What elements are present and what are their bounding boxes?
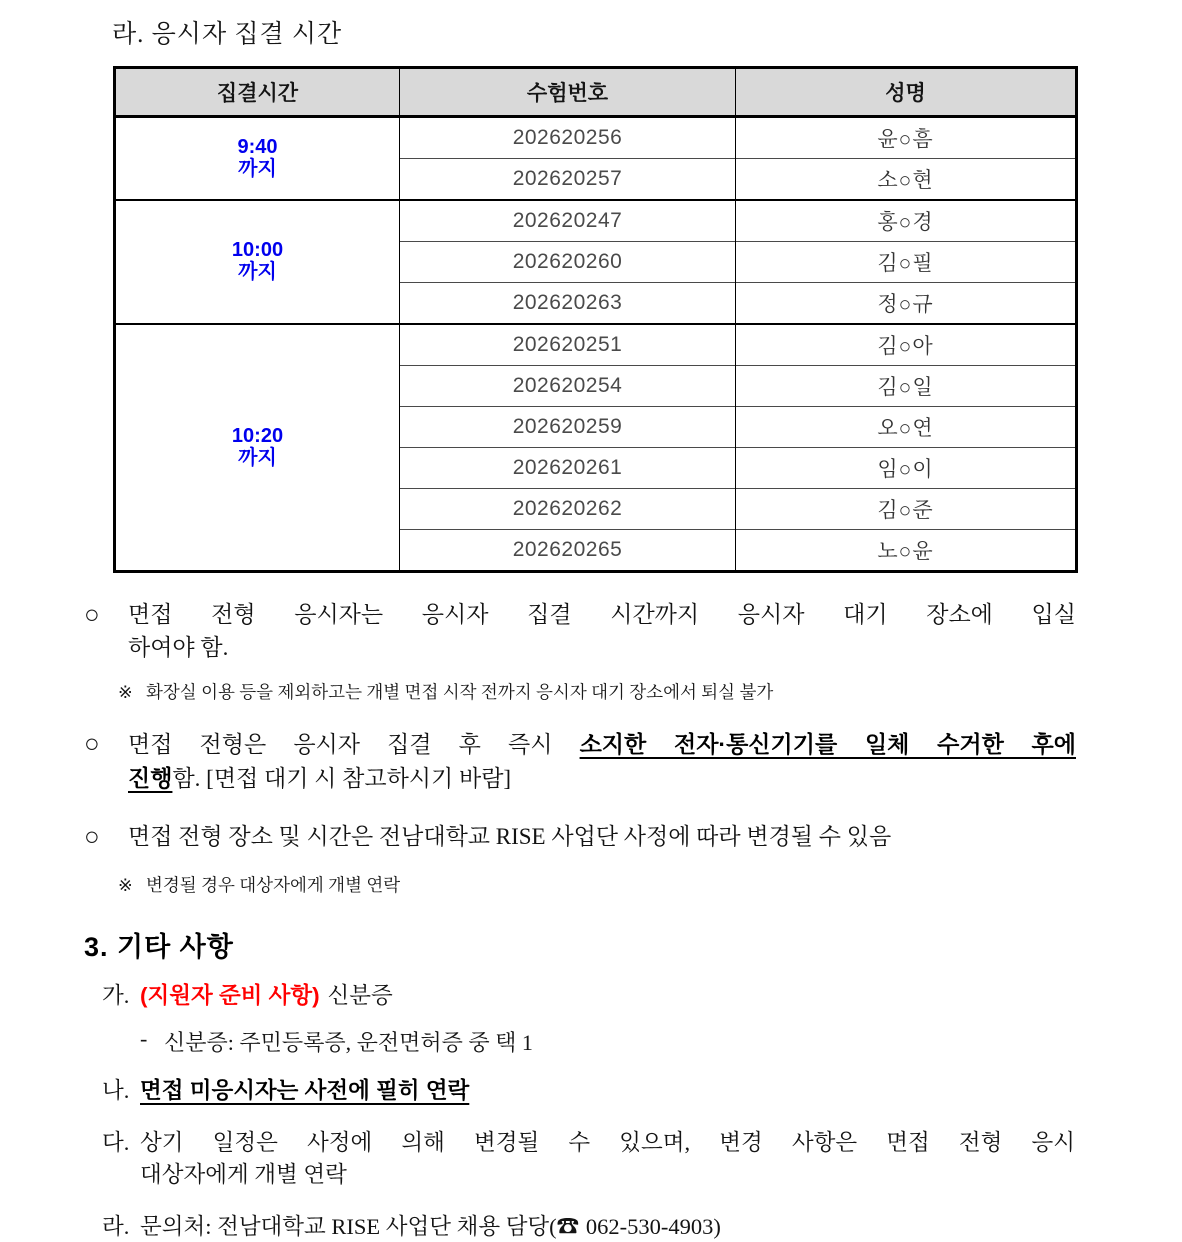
bullet-schedule-change (84, 821, 1076, 854)
reference-mark-icon: ※ (118, 875, 133, 896)
item-ga-red-text: (지원자 준비 사항) (140, 982, 320, 1008)
bullet-entry-requirement (84, 599, 1076, 664)
exam-number: 202620265 (400, 530, 736, 572)
bullet2-pre: 면접 전형은 응시자 집결 후 즉시 (128, 732, 580, 758)
time-value: 9:40 (237, 135, 278, 158)
exam-number: 202620247 (400, 200, 736, 242)
telephone-icon: ☎ (556, 1213, 580, 1239)
applicant-name: 윤○흠 (736, 117, 1077, 159)
bullet3-text: 면접 전형 장소 및 시간은 전남대학교 RISE 사업단 사정에 따라 변경될 수 있음 (128, 824, 892, 850)
time-suffix: 까지 (238, 157, 277, 180)
circle-bullet-icon: ○ (84, 600, 100, 629)
note1-text: 화장실 이용 등을 제외하고는 개별 면접 시작 전까지 응시자 대기 장소에서 퇴실 불가 (146, 682, 774, 703)
column-header-exam-number: 수험번호 (400, 68, 736, 117)
exam-number: 202620263 (400, 283, 736, 325)
time-suffix: 까지 (238, 261, 277, 283)
item-ga-sub-id-options (140, 1026, 1182, 1057)
section-heading-gathering-time: 라. 응시자 집결 시간 (112, 21, 343, 48)
time-value: 10:20 (231, 424, 284, 447)
gathering-time-table (113, 66, 1078, 573)
item-ga-rest: 신분증 (327, 982, 393, 1008)
applicant-name: 임○이 (736, 448, 1077, 489)
time-cell-1000 (115, 200, 400, 324)
applicant-name: 소○현 (736, 159, 1077, 201)
applicant-name: 김○아 (736, 324, 1077, 366)
item-ra-label: 라. (102, 1213, 130, 1239)
item-da-schedule-notice (102, 1127, 1078, 1191)
note-no-exit (118, 681, 1076, 704)
item-na-contact-in-advance (102, 1075, 1078, 1107)
item-na-strong: 면접 미응시자는 사전에 필히 연락 (140, 1077, 470, 1103)
item-da-line2: 대상자에게 개별 연락 (140, 1161, 347, 1187)
table-header-row (115, 68, 1077, 117)
exam-number: 202620254 (400, 366, 736, 407)
time-cell-1020 (115, 324, 400, 572)
exam-number: 202620251 (400, 324, 736, 366)
item-da-label: 다. (102, 1129, 130, 1155)
table-row (115, 324, 1077, 366)
exam-number: 202620260 (400, 242, 736, 283)
table-row (115, 117, 1077, 159)
reference-mark-icon: ※ (118, 682, 133, 703)
exam-number: 202620262 (400, 489, 736, 530)
section3-title: 3. 기타 사항 (84, 931, 234, 962)
contact-phone-number: 062-530-4903) (585, 1213, 721, 1239)
bullet2-line2 (128, 762, 1076, 796)
applicant-name: 김○준 (736, 489, 1077, 530)
document-page (0, 14, 1182, 1239)
column-header-gathering-time: 집결시간 (115, 68, 400, 117)
time-suffix: 까지 (238, 446, 277, 469)
item-ga-label: 가. (102, 982, 130, 1008)
bullet2-strong1: 소지한 전자·통신기기를 일체 수거한 후에 (579, 731, 1076, 758)
item-ra-contact-info (102, 1211, 1078, 1242)
applicant-name: 노○윤 (736, 530, 1077, 572)
time-cell-940 (115, 117, 400, 201)
bullet1-line1: 면접 전형 응시자는 응시자 집결 시간까지 응시자 대기 장소에 입실 (128, 602, 1076, 627)
item-ga-id-card (102, 980, 1078, 1012)
applicant-name: 홍○경 (736, 200, 1077, 242)
item-ga-sub-text: 신분증: 주민등록증, 운전면허증 중 택 1 (164, 1029, 533, 1055)
item-na-label: 나. (102, 1077, 130, 1103)
exam-number: 202620257 (400, 159, 736, 201)
item-ra-pre: 문의처: 전남대학교 RISE 사업단 채용 담당( (140, 1213, 557, 1239)
applicant-name: 김○일 (736, 366, 1077, 407)
bullet2-post: 함. [면접 대기 시 참고하시기 바람] (172, 765, 512, 791)
column-header-name: 성명 (736, 68, 1077, 117)
bullet2-strong2: 진행 (128, 764, 173, 791)
time-value: 10:00 (231, 239, 284, 262)
circle-bullet-icon: ○ (84, 729, 100, 759)
bullet2-line1 (128, 728, 1076, 762)
bullet1-line2: 하여야 함. (128, 634, 229, 660)
exam-number: 202620259 (400, 407, 736, 448)
table-row (115, 200, 1077, 242)
exam-number: 202620256 (400, 117, 736, 159)
item-da-line1: 상기 일정은 사정에 의해 변경될 수 있으며, 변경 사항은 면접 전형 응시 (140, 1129, 1075, 1155)
applicant-name: 정○규 (736, 283, 1077, 325)
note-individual-contact (118, 874, 1076, 897)
note2-text: 변경될 경우 대상자에게 개별 연락 (146, 875, 401, 896)
dash-marker: - (140, 1025, 148, 1051)
applicant-name: 김○필 (736, 242, 1077, 283)
exam-number: 202620261 (400, 448, 736, 489)
applicant-name: 오○연 (736, 407, 1077, 448)
circle-bullet-icon: ○ (84, 822, 100, 852)
bullet-device-collection (84, 728, 1076, 795)
